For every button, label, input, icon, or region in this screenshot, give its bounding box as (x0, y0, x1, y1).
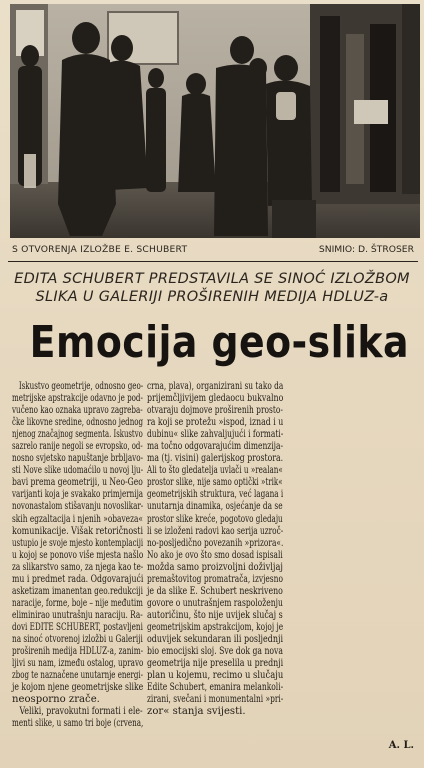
article-text-line: prostor slike, nije samo optički »trik« (147, 477, 283, 489)
article-text-line: Iskustvo geometrije, odnosno geo- (12, 381, 144, 392)
article-text-line: asketizam imanentan geo.redukciji (12, 585, 143, 597)
kicker-line: SLIKA U GALERIJI PROŠIRENIH MEDIJA HDLUZ-a (35, 289, 389, 305)
article-column-1 (12, 381, 143, 730)
article-text-line: unutarnja dinamika, osjećanje da se (147, 501, 283, 513)
photo-caption: S OTVORENJA IZLOŽBE E. SCHUBERT (12, 244, 188, 255)
article-text-line: njenog značajnog segmenta. Iskustvo (12, 429, 143, 441)
article-column-2 (147, 381, 283, 718)
kicker-line: EDITA SCHUBERT PREDSTAVILA SE SINOĆ IZLOŽBOM (14, 271, 410, 287)
article-text-line: ma točno odgovarajućim dimenzija- (147, 441, 284, 453)
article-text-line: ustupio je svoje mjesto kontemplaciji (12, 537, 144, 549)
article-text-line: no-posljedično povezanih »prizora«. (147, 537, 284, 549)
article-text-line: Edite Schubert, emanira melankoli- (147, 682, 284, 694)
divider (8, 261, 418, 262)
article-text-line: geometrija nije preselila u prednji (147, 658, 284, 670)
article-text-line: komunikacije. Višak retoričnosti (12, 525, 144, 537)
article-text-line: je kojom njene geometrijske slike (12, 682, 144, 694)
article-text-line: ma (tj. visini) galerijskog prostora. (147, 453, 284, 465)
article-text-line: zor« stanja svijesti. (147, 706, 246, 718)
article-text-line: vučeno kao oznaka upravo zagreba- (12, 405, 143, 417)
article-text-line: premaštovitog promatrača, izvjesno (147, 573, 283, 585)
article-text-line: bio emocijski sloj. Sve dok ga nova (147, 646, 284, 658)
article-text-line: plan u kojemu, recimo u slučaju (147, 670, 284, 682)
article-text-line: li se izloženi radovi kao serija uzroč- (147, 525, 284, 537)
article-text-line: bavi prema geometriji, u Neo-Geo (12, 477, 143, 489)
article-text-line: varijanti koja je svakako primjernija (12, 489, 144, 501)
article-text-line: sti Nove slike udomaćilo u novoj lju- (12, 465, 144, 477)
article-text-line: proširenih medija HDLUZ-a, zanim- (12, 646, 144, 658)
article-text-line: autoričinu, što nije uvijek slučaj s (147, 609, 283, 621)
author-signature: A. L. (388, 740, 414, 751)
article-text-line: otvaraju dojmove proširenih prosto- (147, 405, 283, 417)
article-text-line: sazrelo ranije negoli se evropsko, od- (12, 441, 143, 453)
article-text-line: eliminirao unutrašnju naraciju. Ra- (12, 609, 143, 621)
article-text-line: čke likovne sredine, odnosno jednog (12, 417, 144, 429)
article-text-line: neosporno zrače. (12, 694, 100, 706)
article-text-line: ljivi su nam, između ostalog, upravo (12, 658, 144, 670)
article-text-line: Ali to što gledatelja uvlači u »realan« (147, 465, 283, 477)
article-text-line: prijemčljivijem gledaocu bukvalno (147, 393, 284, 405)
article-headline: Emocija geo-slika (29, 317, 409, 368)
article-text-line: menti slike, u samo tri boje (crvena, (12, 718, 144, 730)
article-text-line: skih egzaltacija i njenih »obaveza« (12, 513, 143, 525)
article-text-line: zirani, svečani i monumentalni »pri- (147, 694, 284, 706)
article-text-line: prostor slike kreće, pogotovo gledaju (147, 513, 283, 525)
article-text-line: Veliki, pravokutni formati i ele- (12, 706, 143, 718)
article-text-line: možda samo proizvoljni doživljaj (147, 561, 283, 573)
article-text-line: govore o unutrašnjem raspoloženju (147, 597, 283, 609)
article-text-line: je da slike E. Schubert neskriveno (147, 585, 283, 597)
article-text-line: oduvijek sekundaran ili posljednji (147, 633, 284, 645)
article-text-line: metrijske apstrakcije odavno je pod- (12, 393, 143, 405)
article-text-line: u kojoj se ponovo više mjesta našlo (12, 549, 144, 561)
article-text-line: novonastalom stišavanju novoslikar- (12, 501, 144, 513)
article-text-line: nosno svjetsko napuštanje brbljavo- (12, 453, 144, 465)
article-text-line: naracije, forme, boje – nije međutim (12, 597, 143, 609)
article-text-line: mu i predmet rada. Odgovarajući (12, 573, 144, 585)
photo-credit: SNIMIO: D. ŠTROSER (318, 244, 414, 255)
article-text-line: zbog te naznačene unutarnje energi- (12, 670, 144, 682)
article-text-line: ra koji se protežu »ispod, iznad i u (147, 417, 284, 429)
exhibition-photo (10, 4, 420, 238)
article-text-line: crna, plava), organizirani su tako da (147, 381, 284, 392)
article-text-line: dubinu« slike zahvaljujući i formati- (147, 429, 284, 441)
article-text-line: geometrijskim apstrakcijom, kojoj je (147, 621, 284, 633)
article-text-line: geometrijskih struktura, već lagana i (147, 489, 284, 501)
article-text-line: dovi EDITE SCHUBERT, postavljeni (12, 621, 143, 633)
article-text-line: za slikarstvo samo, za njega kao te- (12, 561, 144, 573)
article-text-line: No ako je ovo što smo dosad ispisali (147, 549, 283, 561)
article-text-line: na sinoć otvorenoj izložbi u Galeriji (12, 633, 143, 645)
article-kicker (14, 270, 410, 306)
